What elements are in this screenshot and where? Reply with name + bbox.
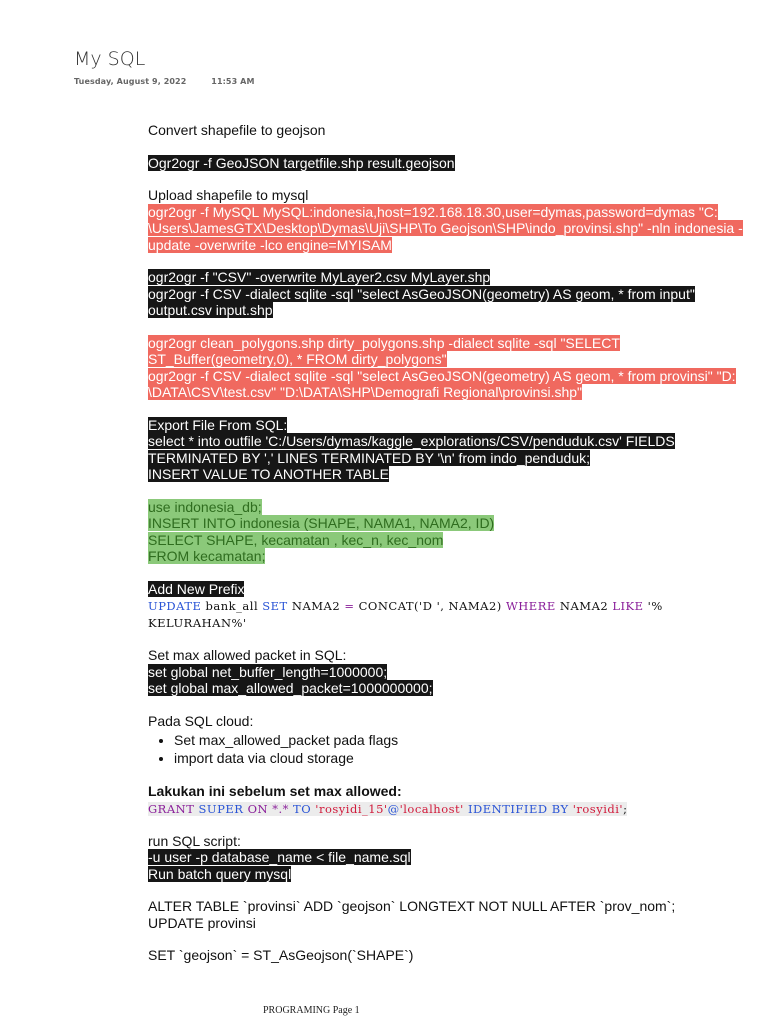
convert-command (148, 155, 760, 172)
set-section (148, 947, 760, 964)
packet-section (148, 647, 760, 697)
code-text: NAMA2 (555, 599, 613, 613)
upload-cmd-line: \Users\JamesGTX\Desktop\Dymas\Uji\SHP\To Geojson\SHP\indo_provinsi.shp" -nln indonesia - (148, 220, 743, 236)
code-keyword: ON (247, 801, 269, 816)
page-footer: PROGRAMING Page 1 (263, 1005, 360, 1016)
cloud-list (148, 731, 760, 767)
code-text: KELURAHAN%' (148, 616, 247, 630)
code-keyword: UPDATE (148, 599, 202, 613)
buffer-cmd-line: ogr2ogr clean_polygons.shp dirty_polygons.shp -dialect sqlite -sql "SELECT (148, 334, 620, 351)
alter-section (148, 898, 760, 931)
code-text: SUPER (194, 801, 248, 816)
convert-cmd-text: Ogr2ogr -f GeoJSON targetfile.shp result.geojson (148, 154, 455, 171)
code-string: 'localhost' (399, 801, 464, 816)
insert-line: INSERT INTO indonesia (SHAPE, NAMA1, NAMA2, ID) (148, 515, 495, 531)
prefix-code (148, 599, 663, 630)
packet-line: set global net_buffer_length=1000000; (148, 663, 388, 680)
insert-line: SELECT SHAPE, kecamatan , kec_n, kec_nom (148, 531, 444, 548)
script-section (148, 833, 760, 883)
csv-section (148, 269, 760, 319)
code-text: @ (387, 801, 400, 816)
export-section (148, 417, 760, 483)
buffer-cmd-line: ogr2ogr -f CSV -dialect sqlite -sql "select AsGeoJSON(geometry) AS geom, * from provinsi" "D: (148, 367, 736, 384)
csv-cmd-line: ogr2ogr -f CSV -dialect sqlite -sql "select AsGeoJSON(geometry) AS geom, * from input" (148, 285, 695, 302)
note-body (148, 122, 760, 980)
upload-heading: Upload shapefile to mysql (148, 187, 309, 203)
list-item: • import data via cloud storage (174, 749, 760, 767)
code-string: 'rosyidi' (572, 801, 624, 816)
script-line: Run batch query mysql (148, 865, 292, 882)
csv-cmd-line: ogr2ogr -f "CSV" -overwrite MyLayer2.csv MyLayer.shp (148, 269, 491, 285)
buffer-cmd-line: \DATA\CSV\test.csv" "D:\DATA\SHP\Demografi Regional\provinsi.shp" (148, 384, 583, 400)
packet-heading: Set max allowed packet in SQL: (148, 647, 347, 663)
cloud-heading: Pada SQL cloud: (148, 712, 254, 729)
code-keyword: SET (262, 599, 288, 613)
csv-cmd-line: output.csv input.shp (148, 302, 273, 318)
code-text: bank_all (201, 599, 263, 613)
insert-line: FROM kecamatan; (148, 548, 266, 564)
export-line: Export File From SQL: (148, 416, 288, 433)
buffer-section (148, 335, 760, 401)
upload-section (148, 187, 760, 253)
code-keyword: WHERE (505, 599, 556, 613)
code-text: ; (623, 801, 628, 816)
alter-line: ALTER TABLE `provinsi` ADD `geojson` LONGTEXT NOT NULL AFTER `prov_nom`; (148, 898, 676, 914)
code-string: 'rosyidi_15' (311, 801, 388, 816)
alter-line: UPDATE provinsi (148, 914, 256, 931)
convert-heading: Convert shapefile to geojson (148, 122, 326, 138)
export-line: TERMINATED BY ',' LINES TERMINATED BY '\n' from indo_penduduk; (148, 449, 590, 466)
upload-cmd-line: update -overwrite -lco engine=MYISAM (148, 236, 392, 253)
export-line: select * into outfile 'C:/Users/dymas/kaggle_explorations/CSV/penduduk.csv' FIELDS (148, 433, 675, 449)
code-operator: = (344, 599, 355, 613)
page-time: 11:53 AM (211, 77, 255, 86)
export-line: INSERT VALUE TO ANOTHER TABLE (148, 466, 389, 482)
packet-line: set global max_allowed_packet=1000000000; (148, 680, 433, 696)
list-item: • Set max_allowed_packet pada flags (174, 731, 760, 749)
insert-line: use indonesia_db; (148, 498, 262, 515)
buffer-cmd-line: ST_Buffer(geometry,0), * FROM dirty_polygons" (148, 351, 447, 367)
code-text: '% (643, 599, 663, 613)
page-date: Tuesday, August 9, 2022 (74, 77, 187, 86)
script-heading: run SQL script: (148, 832, 241, 849)
grant-section (148, 783, 760, 817)
code-text: IDENTIFIED BY (463, 801, 573, 816)
code-keyword: LIKE (612, 599, 644, 613)
code-text: NAMA2 (287, 599, 345, 613)
page-timestamp (74, 77, 277, 86)
page-title: My SQL (74, 48, 146, 70)
set-line: SET `geojson` = ST_AsGeojson(`SHAPE`) (148, 947, 414, 963)
prefix-section (148, 581, 760, 632)
code-keyword: TO (293, 801, 312, 816)
code-keyword: GRANT (148, 801, 195, 816)
prefix-heading: Add New Prefix (148, 580, 245, 597)
cloud-section (148, 713, 760, 768)
convert-section (148, 122, 760, 139)
script-line: -u user -p database_name < file_name.sql (148, 849, 411, 865)
insert-section (148, 499, 760, 565)
code-text: CONCAT('D ', NAMA2) (354, 599, 506, 613)
code-text: *.* (268, 801, 294, 816)
upload-cmd-line: ogr2ogr -f MySQL MySQL:indonesia,host=192.168.18.30,user=dymas,password=dymas "C: (148, 203, 718, 220)
grant-code (148, 802, 627, 816)
before-heading: Lakukan ini sebelum set max allowed: (148, 783, 402, 799)
